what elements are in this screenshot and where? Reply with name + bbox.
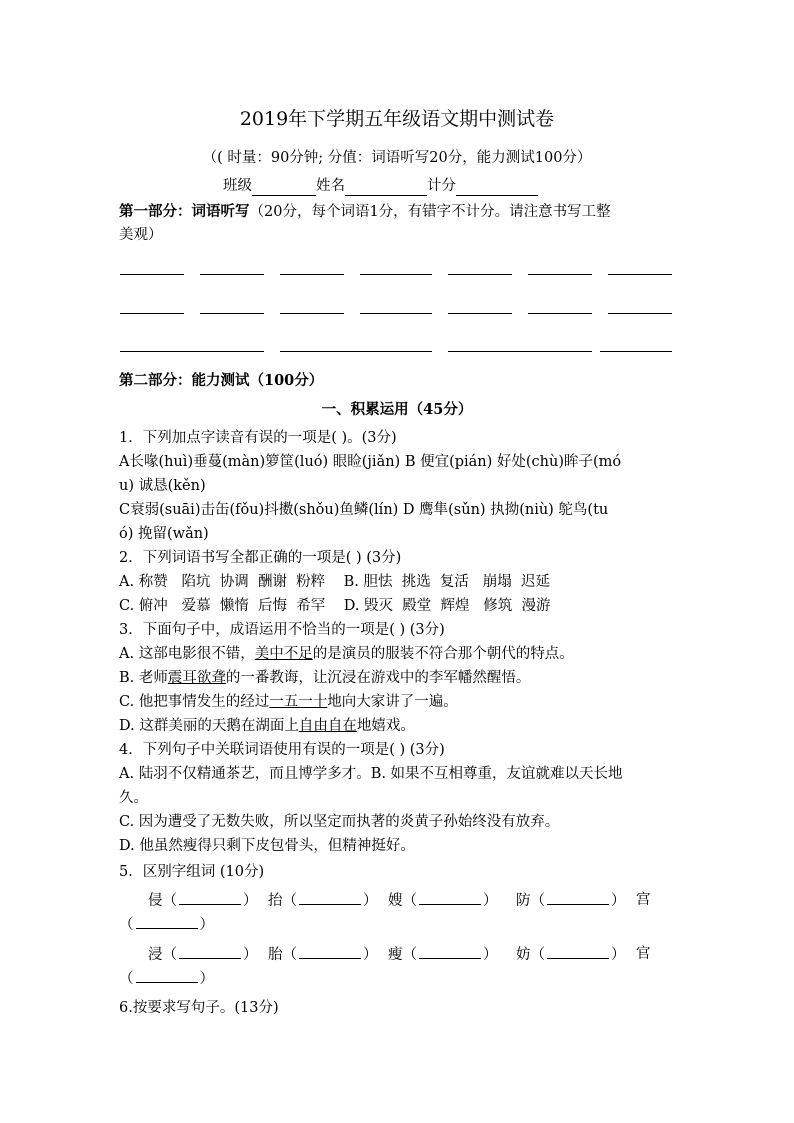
dictation-blank[interactable] <box>360 313 432 314</box>
class-label: 班级 <box>223 178 252 194</box>
q5-item <box>516 944 626 965</box>
q2-stem: 2．下列词语书写全都正确的一项是( ) (3分) <box>119 550 402 566</box>
dictation-blank[interactable] <box>120 351 264 352</box>
dictation-blank[interactable] <box>120 313 184 314</box>
q5-paren: ） <box>199 917 214 933</box>
q5-char: 嫂 <box>388 893 403 909</box>
q5-paren: （ <box>402 947 417 963</box>
q1-option-ab-cont: u) 诚恳(kěn) <box>119 478 206 494</box>
q5-item <box>268 944 378 965</box>
dictation-blank[interactable] <box>120 274 184 275</box>
q5-blank[interactable] <box>136 914 198 929</box>
q4-option-d: D. 他虽然瘦得只剩下皮包骨头，但精神挺好。 <box>119 838 415 854</box>
q3-option-a <box>119 644 574 664</box>
q5-paren: ） <box>611 947 626 963</box>
q5-paren: （ <box>119 971 134 987</box>
q5-paren: （ <box>402 893 417 909</box>
q5-paren: （ <box>162 893 177 909</box>
q5-char: 侵 <box>148 893 163 909</box>
dictation-blank[interactable] <box>448 351 592 352</box>
q5-blank[interactable] <box>547 890 609 905</box>
dictation-blank[interactable] <box>608 274 672 275</box>
dictation-blank[interactable] <box>448 313 512 314</box>
q3-option-b <box>119 668 530 688</box>
q3-c-text: C. 他把事情发生的经过 <box>119 694 270 710</box>
q5-char: 官 <box>636 946 651 962</box>
q5-item <box>148 890 258 911</box>
name-field[interactable] <box>345 179 427 196</box>
q5-blank[interactable] <box>419 890 481 905</box>
q1-option-ab: A长喙(huì)垂蔓(màn)箩筐(luó) 眼睑(jiǎn) B 便宜(pián) 好处(chù)眸子(mó <box>119 454 622 470</box>
q1-option-cd-cont: ó) 挽留(wǎn) <box>119 526 209 542</box>
q3-d-text-end: 地嬉戏。 <box>356 718 415 734</box>
part1-heading-line <box>119 202 611 222</box>
q5-blank[interactable] <box>136 968 198 983</box>
class-field[interactable] <box>252 179 316 196</box>
q5-blank[interactable] <box>299 890 361 905</box>
q1-option-cd: C衰弱(suāi)击缶(fǒu)抖擞(shǒu)鱼鳞(lín) D 鹰隼(sǔn) 执拗(niù) 鸵鸟(tu <box>119 502 609 518</box>
q3-b-idiom: 震耳欲聋 <box>167 670 226 686</box>
q4-option-ab: A. 陆羽不仅精通茶艺，而且博学多才。B. 如果不互相尊重，友谊就难以天长地 <box>119 766 623 782</box>
q3-a-text-end: 的是演员的服装不符合那个朝代的特点。 <box>312 646 574 662</box>
q2-option-ab: A. 称赞 陷坑 协调 酬谢 粉粹 B. 胆怯 挑选 复活 崩塌 迟延 <box>119 574 550 590</box>
q5-paren: ） <box>483 893 498 909</box>
q5-item <box>148 944 258 965</box>
q5-paren: （ <box>162 947 177 963</box>
q3-a-text: A. 这部电影很不错， <box>119 646 255 662</box>
q5-blank[interactable] <box>419 944 481 959</box>
part1-note: （20分，每个词语1分，有错字不计分。请注意书写工整 <box>249 204 611 220</box>
q5-stem: 5．区别字组词 (10分) <box>119 864 265 880</box>
q5-char: 胎 <box>268 947 283 963</box>
q3-a-idiom: 美中不足 <box>254 646 313 662</box>
q5-blank[interactable] <box>179 890 241 905</box>
q5-item <box>388 944 498 965</box>
q5-paren: ） <box>363 947 378 963</box>
q5-char: 浸 <box>148 947 163 963</box>
q3-c-text-end: 地向大家讲了一遍。 <box>327 694 458 710</box>
dictation-blank[interactable] <box>528 274 592 275</box>
q3-b-text: B. 老师 <box>119 670 168 686</box>
q5-paren: （ <box>282 947 297 963</box>
q5-paren: （ <box>530 893 545 909</box>
dictation-blank[interactable] <box>280 351 432 352</box>
q4-option-c: C. 因为遭受了无数失败，所以坚定而执著的炎黄子孙始终没有放弃。 <box>119 814 560 830</box>
q5-char: 抬 <box>268 893 283 909</box>
q5-char: 瘦 <box>388 947 403 963</box>
q5-item <box>119 968 214 989</box>
q5-paren: （ <box>530 947 545 963</box>
q5-paren: ） <box>199 971 214 987</box>
dictation-blank[interactable] <box>200 274 264 275</box>
q3-c-idiom: 一五一十 <box>269 694 328 710</box>
exam-subtitle: （( 时量：90分钟; 分值：词语听写20分，能力测试100分） <box>202 150 592 166</box>
score-field[interactable] <box>456 179 538 196</box>
dictation-blank[interactable] <box>608 313 672 314</box>
q5-char: 防 <box>516 893 531 909</box>
q5-blank[interactable] <box>299 944 361 959</box>
q4-stem: 4．下列句子中关联词语使用有误的一项是( ) (3分) <box>119 742 445 758</box>
q5-item <box>119 914 214 935</box>
q5-paren: ） <box>243 893 258 909</box>
q5-paren: （ <box>282 893 297 909</box>
dictation-blank[interactable] <box>280 274 344 275</box>
q3-option-d <box>119 716 415 736</box>
q3-d-text: D. 这群美丽的天鹅在湖面上 <box>119 718 299 734</box>
q5-char: 宫 <box>636 892 651 908</box>
q5-paren: ） <box>611 893 626 909</box>
q3-d-idiom: 自由自在 <box>298 718 357 734</box>
q3-b-text-end: 的一番教诲，让沉浸在游戏中的李军幡然醒悟。 <box>225 670 531 686</box>
q5-char: 妨 <box>516 947 531 963</box>
name-label: 姓名 <box>316 178 345 194</box>
q3-option-c <box>119 692 458 712</box>
q5-blank[interactable] <box>179 944 241 959</box>
q5-blank[interactable] <box>547 944 609 959</box>
part2-heading: 第二部分：能力测试（100分） <box>119 372 324 389</box>
q5-paren: （ <box>119 917 134 933</box>
q2-option-cd: C. 俯冲 爱慕 懒惰 后悔 希罕 D. 毁灭 殿堂 辉煌 修筑 漫游 <box>119 598 551 614</box>
dictation-blank[interactable] <box>280 313 344 314</box>
q5-item <box>268 890 378 911</box>
q5-paren: ） <box>243 947 258 963</box>
q5-paren: ） <box>483 947 498 963</box>
dictation-blank[interactable] <box>448 274 512 275</box>
q5-item <box>516 890 626 911</box>
dictation-blank[interactable] <box>200 313 264 314</box>
q5-paren: ） <box>363 893 378 909</box>
q5-item <box>388 890 498 911</box>
score-label: 计分 <box>427 178 456 194</box>
student-info-line <box>223 176 538 196</box>
q3-stem: 3．下面句子中，成语运用不恰当的一项是( ) (3分) <box>119 622 445 638</box>
dictation-blank[interactable] <box>528 313 592 314</box>
exam-title: 2019年下学期五年级语文期中测试卷 <box>239 108 555 130</box>
q6-stem: 6.按要求写句子。(13分) <box>119 1000 279 1016</box>
dictation-blank[interactable] <box>600 351 672 352</box>
q4-option-ab-cont: 久。 <box>119 790 148 806</box>
part1-heading: 第一部分：词语听写 <box>119 203 250 220</box>
q1-stem: 1．下列加点字读音有误的一项是( )。(3分) <box>119 430 397 446</box>
dictation-blank[interactable] <box>360 274 432 275</box>
part1-note-cont: 美观） <box>119 227 163 243</box>
section1-heading: 一、积累运用（45分） <box>321 401 473 418</box>
